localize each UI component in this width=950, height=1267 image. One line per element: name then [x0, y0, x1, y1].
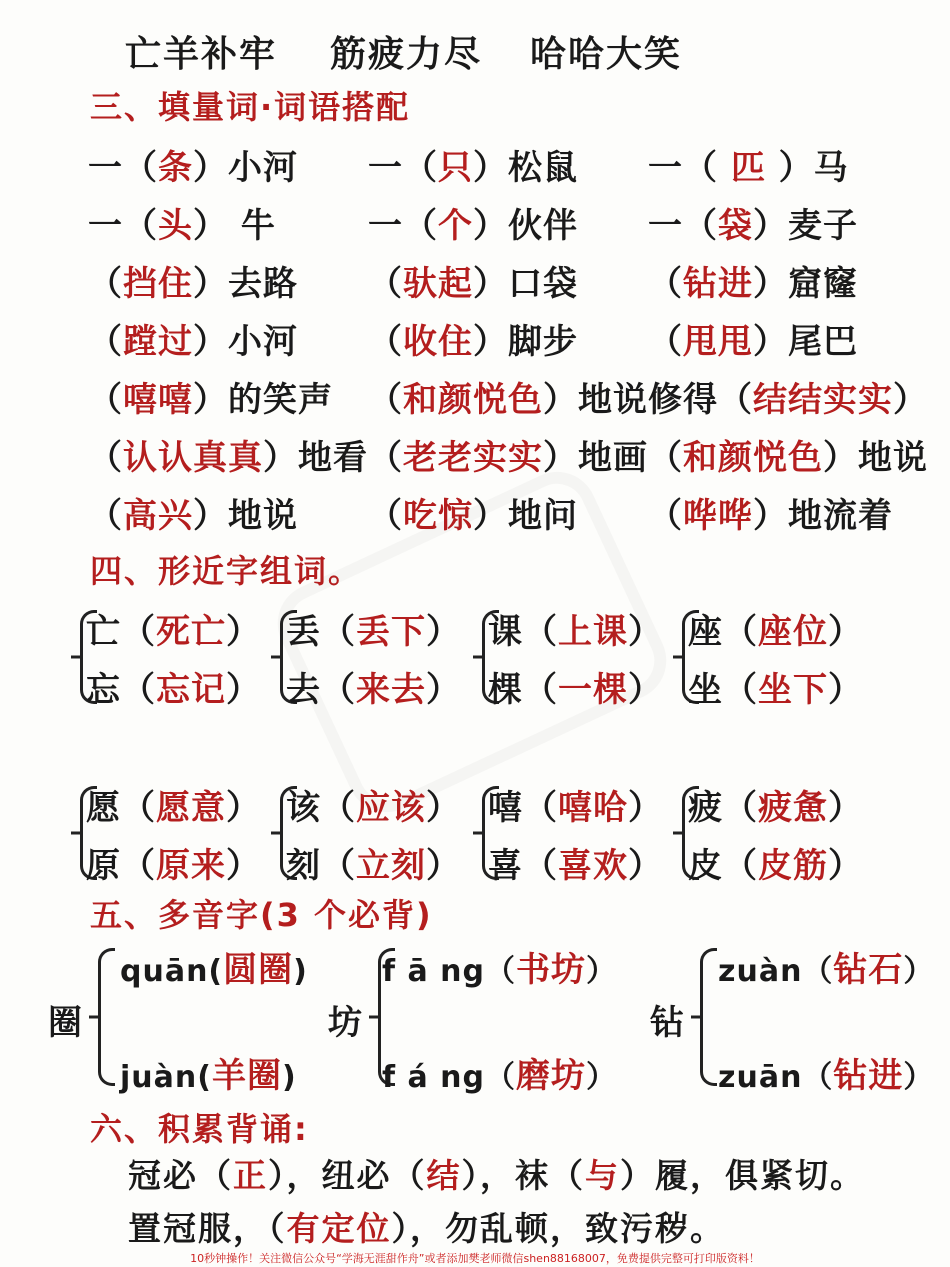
item-suffix: ）地说	[543, 380, 648, 420]
recitation-text: ），勿乱顿，致污秽。	[391, 1209, 725, 1248]
base-char: 课	[488, 612, 523, 652]
word-answer: 疲惫	[758, 788, 828, 828]
paren-close: ）	[226, 670, 261, 710]
item-answer: 和颜悦色	[683, 438, 823, 478]
item-prefix: （	[88, 264, 123, 304]
item-answer: 嘻嘻	[123, 380, 193, 420]
item-prefix: （	[368, 438, 403, 478]
paren-close: ）	[628, 670, 663, 710]
measure-word-item	[88, 372, 333, 421]
idiom-1: 亡羊补牢	[125, 34, 278, 75]
paren-open: （	[321, 670, 356, 710]
item-suffix: ）脚步	[473, 322, 578, 362]
section-4-title: 四、形近字组词。	[90, 552, 363, 590]
similar-char-item	[286, 662, 461, 711]
item-suffix: ）	[893, 380, 928, 420]
pinyin: zuān（	[718, 1060, 834, 1095]
paren-close: ）	[628, 788, 663, 828]
recitation-line-1	[128, 1150, 865, 1197]
word-answer: 书坊	[516, 950, 587, 990]
recitation-text: ），纽必（	[268, 1156, 427, 1195]
measure-word-item	[368, 488, 578, 537]
recitation-text: 冠必（	[128, 1156, 233, 1195]
paren-close: ）	[426, 612, 461, 652]
paren-close: )	[281, 1060, 297, 1095]
similar-char-item	[688, 604, 863, 653]
item-prefix: （	[368, 322, 403, 362]
item-suffix: ）麦子	[753, 206, 858, 246]
word-answer: 来去	[356, 670, 426, 710]
word-answer: 羊圈	[211, 1056, 282, 1096]
paren-open: （	[121, 612, 156, 652]
item-answer: 哗哗	[683, 496, 753, 536]
recitation-line-2	[128, 1203, 725, 1250]
item-answer: 挡住	[123, 264, 193, 304]
paren-close: ）	[586, 954, 618, 989]
similar-char-item	[488, 838, 663, 887]
pinyin: f á ng（	[382, 1060, 517, 1095]
polyphone-char: 圈	[48, 1003, 83, 1043]
base-char: 疲	[688, 788, 723, 828]
paren-open: （	[523, 670, 558, 710]
word-answer: 立刻	[356, 846, 426, 886]
base-char: 原	[86, 846, 121, 886]
item-suffix: ） 牛	[193, 206, 276, 246]
similar-char-item	[286, 838, 461, 887]
item-answer: 和颜悦色	[403, 380, 543, 420]
measure-word-item	[648, 488, 893, 537]
word-answer: 一棵	[558, 670, 628, 710]
word-answer: 喜欢	[558, 846, 628, 886]
item-answer: 吃惊	[403, 496, 473, 536]
item-answer: 蹚过	[123, 322, 193, 362]
item-prefix: （	[648, 322, 683, 362]
measure-word-item	[648, 256, 858, 305]
word-answer: 磨坊	[516, 1056, 587, 1096]
measure-word-item	[368, 198, 578, 247]
paren-close: ）	[628, 846, 663, 886]
measure-word-item	[88, 430, 368, 479]
item-suffix: ）地问	[473, 496, 578, 536]
paren-open: （	[523, 612, 558, 652]
item-suffix: ）马	[765, 148, 849, 188]
item-suffix: ）口袋	[473, 264, 578, 304]
word-answer: 皮筋	[758, 846, 828, 886]
item-prefix: （	[368, 264, 403, 304]
measure-word-item	[88, 314, 298, 363]
paren-open: （	[723, 788, 758, 828]
brace-icon	[700, 948, 717, 1086]
measure-word-item	[88, 140, 298, 189]
pronunciation-item	[382, 1048, 617, 1097]
paren-open: （	[723, 846, 758, 886]
word-answer: 坐下	[758, 670, 828, 710]
pronunciation-item	[120, 942, 308, 991]
item-prefix: 修得（	[648, 380, 753, 420]
item-prefix: 一（	[648, 148, 731, 188]
measure-word-item	[368, 256, 578, 305]
item-answer: 甩甩	[683, 322, 753, 362]
item-suffix: ）的笑声	[193, 380, 333, 420]
item-prefix: 一（	[88, 148, 158, 188]
paren-close: ）	[426, 670, 461, 710]
item-answer: 收住	[403, 322, 473, 362]
word-answer: 上课	[558, 612, 628, 652]
paren-close: ）	[226, 846, 261, 886]
word-answer: 丢下	[356, 612, 426, 652]
base-char: 刻	[286, 846, 321, 886]
measure-word-item	[648, 140, 849, 189]
paren-close: ）	[426, 788, 461, 828]
item-answer: 老老实实	[403, 438, 543, 478]
pinyin: juàn(	[120, 1060, 212, 1095]
measure-word-item	[368, 314, 578, 363]
item-suffix: ）地说	[193, 496, 298, 536]
item-answer: 头	[158, 206, 193, 246]
similar-char-item	[688, 838, 863, 887]
base-char: 愿	[86, 788, 121, 828]
paren-open: （	[723, 670, 758, 710]
item-suffix: ）地画	[543, 438, 648, 478]
base-char: 坐	[688, 670, 723, 710]
paren-close: ）	[628, 612, 663, 652]
pronunciation-item	[120, 1048, 297, 1097]
base-char: 座	[688, 612, 723, 652]
recitation-text: ），袜（	[461, 1156, 585, 1195]
item-prefix: （	[648, 264, 683, 304]
similar-char-item	[286, 780, 461, 829]
measure-word-item	[88, 488, 298, 537]
word-answer: 忘记	[156, 670, 226, 710]
paren-close: ）	[426, 846, 461, 886]
pinyin: quān(	[120, 954, 224, 989]
base-char: 亡	[86, 612, 121, 652]
item-prefix: 一（	[648, 206, 718, 246]
measure-word-item	[648, 372, 928, 421]
paren-close: ）	[828, 788, 863, 828]
item-answer: 钻进	[683, 264, 753, 304]
item-prefix: （	[648, 496, 683, 536]
paren-close: ）	[903, 1060, 935, 1095]
paren-close: ）	[586, 1060, 618, 1095]
measure-word-item	[368, 372, 648, 421]
paren-open: （	[321, 788, 356, 828]
item-answer: 袋	[718, 206, 753, 246]
item-answer: 认认真真	[123, 438, 263, 478]
measure-word-item	[88, 256, 298, 305]
item-answer: 驮起	[403, 264, 473, 304]
similar-char-item	[488, 780, 663, 829]
item-prefix: 一（	[368, 206, 438, 246]
base-char: 去	[286, 670, 321, 710]
item-prefix: （	[88, 496, 123, 536]
item-prefix: （	[648, 438, 683, 478]
polyphone-char: 钻	[650, 1003, 685, 1043]
pinyin: f ā ng（	[382, 954, 517, 989]
item-prefix: （	[368, 380, 403, 420]
item-prefix: （	[88, 380, 123, 420]
footer-note: 10秒钟操作！关注微信公众号“学海无涯甜作舟”或者添加樊老师微信shen88168007，免费提供完整可打印版资料！	[190, 1252, 760, 1265]
item-prefix: 一（	[88, 206, 158, 246]
base-char: 喜	[488, 846, 523, 886]
item-prefix: 一（	[368, 148, 438, 188]
similar-char-item	[488, 604, 663, 653]
similar-char-item	[286, 604, 461, 653]
similar-char-item	[688, 780, 863, 829]
word-answer: 钻进	[833, 1056, 904, 1096]
polyphone-char: 坊	[328, 1003, 363, 1043]
paren-open: （	[321, 846, 356, 886]
word-answer: 圆圈	[223, 950, 294, 990]
paren-open: （	[121, 788, 156, 828]
word-answer: 原来	[156, 846, 226, 886]
similar-char-item	[86, 838, 261, 887]
item-suffix: ）地流着	[753, 496, 893, 536]
item-answer: 高兴	[123, 496, 193, 536]
measure-word-item	[648, 430, 928, 479]
paren-open: （	[523, 846, 558, 886]
item-prefix: （	[88, 322, 123, 362]
paren-open: （	[121, 670, 156, 710]
item-prefix: （	[368, 496, 403, 536]
item-answer: 个	[438, 206, 473, 246]
measure-word-item	[368, 140, 578, 189]
recitation-text: 置冠服，（	[128, 1209, 287, 1248]
section-3-title: 三、填量词·词语搭配	[90, 88, 411, 126]
similar-char-item	[86, 604, 261, 653]
item-suffix: ）小河	[193, 148, 298, 188]
similar-char-item	[488, 662, 663, 711]
item-answer: 只	[438, 148, 473, 188]
pronunciation-item	[718, 1048, 934, 1097]
base-char: 嘻	[488, 788, 523, 828]
pronunciation-item	[382, 942, 617, 991]
item-prefix: （	[88, 438, 123, 478]
item-suffix: ）地说	[823, 438, 928, 478]
word-answer: 愿意	[156, 788, 226, 828]
paren-close: ）	[226, 788, 261, 828]
paren-close: ）	[226, 612, 261, 652]
paren-close: ）	[828, 670, 863, 710]
paren-close: ）	[828, 846, 863, 886]
item-suffix: ）伙伴	[473, 206, 578, 246]
section-6-title: 六、积累背诵:	[90, 1110, 309, 1148]
item-suffix: ）尾巴	[753, 322, 858, 362]
similar-char-item	[86, 662, 261, 711]
idiom-3: 哈哈大笑	[530, 34, 683, 75]
recitation-answer: 有定位	[286, 1209, 392, 1248]
brace-icon	[98, 948, 115, 1086]
item-suffix: ）去路	[193, 264, 298, 304]
base-char: 该	[286, 788, 321, 828]
item-answer: 条	[158, 148, 193, 188]
item-suffix: ）窟窿	[753, 264, 858, 304]
recitation-answer: 正	[233, 1156, 268, 1195]
word-answer: 座位	[758, 612, 828, 652]
base-char: 棵	[488, 670, 523, 710]
recitation-answer: 与	[585, 1156, 620, 1195]
word-answer: 嘻哈	[558, 788, 628, 828]
item-suffix: ）小河	[193, 322, 298, 362]
paren-open: （	[321, 612, 356, 652]
paren-open: （	[723, 612, 758, 652]
word-answer: 应该	[356, 788, 426, 828]
paren-close: )	[293, 954, 308, 989]
paren-open: （	[523, 788, 558, 828]
item-answer: 匹	[730, 148, 766, 188]
item-answer: 结结实实	[753, 380, 893, 420]
measure-word-item	[88, 198, 276, 247]
similar-char-item	[688, 662, 863, 711]
paren-open: （	[121, 846, 156, 886]
base-char: 丢	[286, 612, 321, 652]
pronunciation-item	[718, 942, 934, 991]
base-char: 忘	[86, 670, 121, 710]
word-answer: 钻石	[833, 950, 904, 990]
similar-char-item	[86, 780, 261, 829]
recitation-answer: 结	[426, 1156, 462, 1195]
word-answer: 死亡	[156, 612, 226, 652]
measure-word-item	[368, 430, 648, 479]
measure-word-item	[648, 314, 858, 363]
paren-close: ）	[828, 612, 863, 652]
base-char: 皮	[688, 846, 723, 886]
section-5-title: 五、多音字(3 个必背)	[90, 896, 433, 934]
item-suffix: ）地看	[263, 438, 368, 478]
measure-word-item	[648, 198, 858, 247]
recitation-text: ）履，俱紧切。	[620, 1156, 865, 1195]
item-suffix: ）松鼠	[473, 148, 578, 188]
pinyin: zuàn（	[718, 954, 834, 989]
paren-close: ）	[903, 954, 935, 989]
idiom-2: 筋疲力尽	[330, 34, 483, 75]
